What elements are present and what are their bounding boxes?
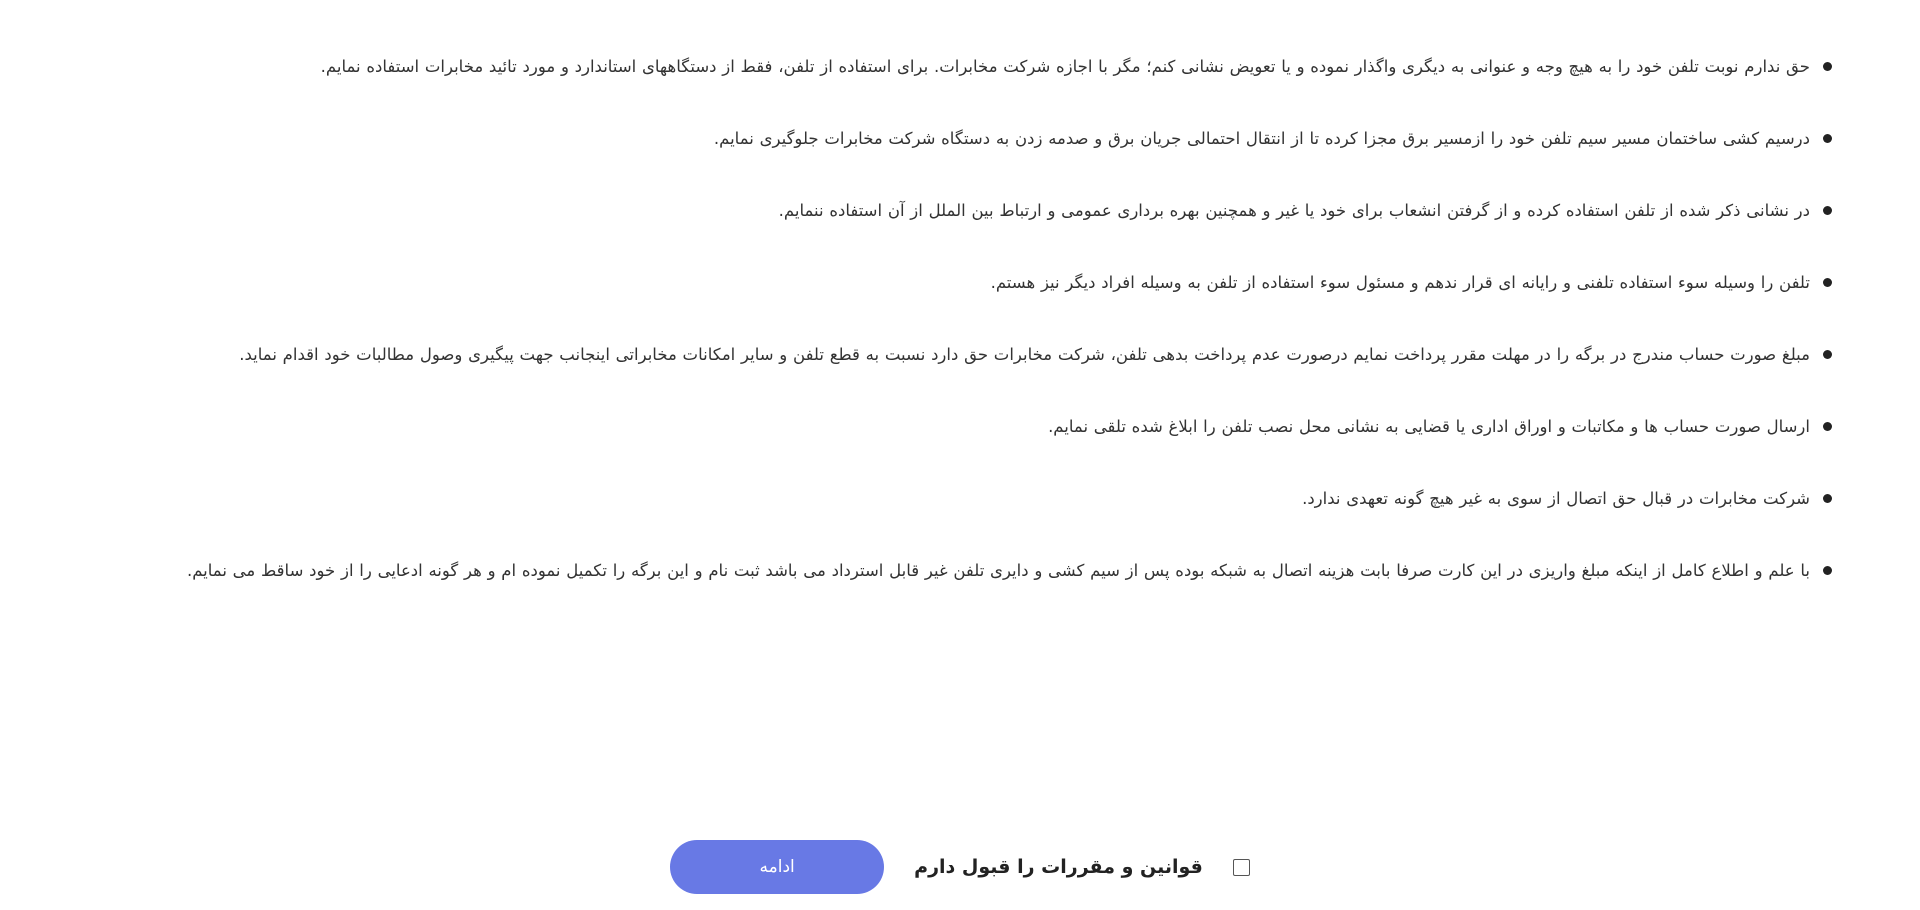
accept-terms-row [0, 840, 1920, 894]
term-item: با علم و اطلاع کامل از اینکه مبلغ واریزی در این کارت صرفا بابت هزینه اتصال به شبکه بوده پس از سیم کشی و دایری تلفن غیر قابل استرداد می باشد ثبت نام و این برگه را تکمیل نموده ام و هر گونه ادعایی را از خود ساقط می نمایم. [95, 544, 1840, 597]
term-item: شرکت مخابرات در قبال حق اتصال از سوی به غیر هیچ گونه تعهدی ندارد. [95, 472, 1840, 525]
term-item: در نشانی ذکر شده از تلفن استفاده کرده و از گرفتن انشعاب برای خود یا غیر و همچنین بهره برداری عمومی و ارتباط بین الملل از آن استفاده ننمایم. [95, 184, 1840, 237]
term-item: تلفن را وسیله سوء استفاده تلفنی و رایانه ای قرار ندهم و مسئول سوء استفاده از تلفن به وسیله افراد دیگر نیز هستم. [95, 256, 1840, 309]
continue-button[interactable]: ادامه [670, 840, 884, 894]
term-item: حق ندارم نوبت تلفن خود را به هیچ وجه و عنوانی به دیگری واگذار نموده و یا تعویض نشانی کنم؛ مگر با اجازه شرکت مخابرات. برای استفاده از تلفن، فقط از دستگاههای استاندارد و مورد تائید مخابرات استفاده نمایم. [95, 40, 1840, 93]
term-item: درسیم کشی ساختمان مسیر سیم تلفن خود را ازمسیر برق مجزا کرده تا از انتقال احتمالی جریان برق و صدمه زدن به دستگاه شرکت مخابرات جلوگیری نمایم. [95, 112, 1840, 165]
term-item: مبلغ صورت حساب مندرج در برگه را در مهلت مقرر پرداخت نمایم درصورت عدم پرداخت بدهی تلفن، شرکت مخابرات حق دارد نسبت به قطع تلفن و سایر امکانات مخابراتی اینجانب جهت پیگیری وصول مطالبات خود اقدام نماید. [95, 328, 1840, 381]
term-item: ارسال صورت حساب ها و مکاتبات و اوراق اداری یا قضایی به نشانی محل نصب تلفن را ابلاغ شده تلقی نمایم. [95, 400, 1840, 453]
accept-terms-checkbox[interactable] [1233, 859, 1250, 876]
accept-terms-label[interactable]: قوانین و مقررات را قبول دارم [914, 856, 1203, 878]
terms-list [95, 40, 1840, 616]
